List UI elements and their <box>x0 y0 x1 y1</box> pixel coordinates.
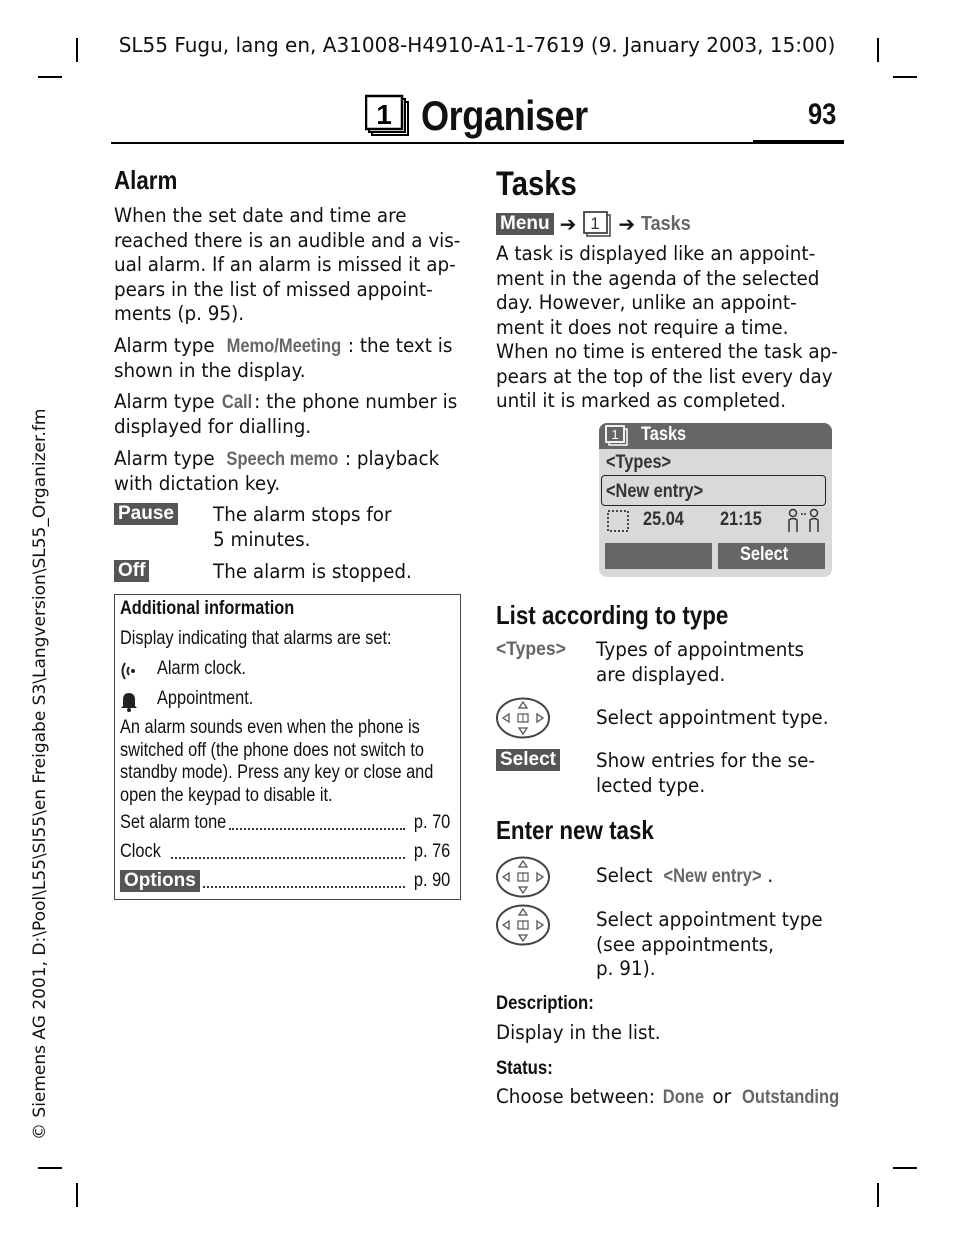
types-description: Types of appointments are displayed. <box>596 638 805 686</box>
off-key-description: The alarm is stopped. <box>213 560 412 583</box>
status-done: Done <box>663 1086 705 1108</box>
navigation-key-icon[interactable] <box>495 697 551 739</box>
page-number: 93 <box>808 98 837 131</box>
select-new-entry-text: Select <New entry> . <box>596 864 774 887</box>
svg-text:1: 1 <box>590 214 601 233</box>
description-text: Display in the list. <box>496 1021 661 1044</box>
tasks-heading: Tasks <box>496 165 577 203</box>
off-key-row <box>114 560 149 582</box>
pause-key-description: The alarm stops for 5 minutes. <box>213 503 392 551</box>
appointment-label: Appointment. <box>157 688 254 709</box>
select-key-description: Show entries for the se- lected type. <box>596 749 816 797</box>
screen-entry-date: 25.04 <box>643 509 684 530</box>
organiser-menu-icon <box>582 210 612 238</box>
tasks-menu-target: Tasks <box>641 212 691 235</box>
navigation-key-icon[interactable] <box>495 856 551 898</box>
bell-icon <box>119 690 139 712</box>
softkey-select[interactable]: Select <box>718 543 825 569</box>
screen-title: Tasks <box>641 424 687 445</box>
menu-breadcrumb <box>496 210 696 238</box>
alarm-clock-icon <box>119 660 137 682</box>
page-title-block <box>365 92 615 140</box>
alarm-type-memo: Alarm type Memo/Meeting : the text is shown in the display. <box>114 334 453 382</box>
organiser-chapter-icon <box>365 94 411 138</box>
pause-key-row <box>114 503 178 525</box>
info-body: An alarm sounds even when the phone is switched off (the phone does not switch to standby mode). Press any key or close and open the keypad to disable it. <box>120 717 434 806</box>
status-heading: Status: <box>496 1057 553 1079</box>
select-softkey[interactable]: Select <box>496 749 560 771</box>
alarm-clock-label: Alarm clock. <box>157 658 246 679</box>
arrow-icon: ➔ <box>618 212 636 236</box>
people-icon <box>784 508 824 534</box>
side-file-path: © Siemens AG 2001, D:\Pool\L55\SI55\en Freigabe S3\Langversion\SL55_Organizer.fm <box>30 408 50 1140</box>
select-appointment-type-text: Select appointment type (see appointments, p. 91). <box>596 908 823 980</box>
navigation-key-icon[interactable] <box>495 904 551 946</box>
speech-memo-term: Speech memo <box>226 448 339 470</box>
select-key-row <box>496 749 560 771</box>
title-rule <box>111 142 754 144</box>
pause-softkey: Pause <box>114 503 178 525</box>
crop-mark <box>38 1167 62 1169</box>
softkey-left[interactable] <box>605 543 712 569</box>
phone-screen <box>599 423 832 577</box>
tasks-intro: A task is displayed like an appoint- ment in the agenda of the selected day. However, unlike an appoint- ment it does not require a time. When no time is entered the task ap- pears at the top of the list every day until it is marked as completed. <box>496 242 838 412</box>
screen-row-types[interactable]: <Types> <box>606 452 672 473</box>
crop-mark <box>76 1183 78 1207</box>
index-row-set-alarm-tone[interactable]: Set alarm tone p. 70 <box>120 812 450 833</box>
status-outstanding: Outstanding <box>742 1086 840 1108</box>
running-head: SL55 Fugu, lang en, A31008-H4910-A1-1-7619 (9. January 2003, 15:00) <box>118 33 836 57</box>
page-number-rule <box>753 140 844 144</box>
crop-mark <box>893 1167 917 1169</box>
alarm-intro: When the set date and time are reached there is an audible and a vis- ual alarm. If an alarm is missed it ap- pears in the list of missed appoint- ments (p. 95). <box>114 204 461 325</box>
memo-meeting-term: Memo/Meeting <box>226 335 342 357</box>
screen-row-new-entry[interactable]: <New entry> <box>606 481 704 502</box>
alarm-heading: Alarm <box>114 165 178 195</box>
screen-title-bar <box>599 423 832 449</box>
svg-text:1: 1 <box>611 427 619 442</box>
task-dotted-box-icon <box>606 509 630 533</box>
alarm-type-call: Alarm type Call: the phone number is displayed for dialling. <box>114 390 458 438</box>
call-term: Call <box>222 391 253 413</box>
arrow-icon: ➔ <box>559 212 577 236</box>
info-box-subtitle: Display indicating that alarms are set: <box>120 628 392 649</box>
svg-text:1: 1 <box>376 99 392 130</box>
crop-mark <box>38 76 62 78</box>
crop-mark <box>877 1183 879 1207</box>
new-task-heading: Enter new task <box>496 815 654 845</box>
off-softkey: Off <box>114 560 149 582</box>
list-type-heading: List according to type <box>496 600 729 630</box>
select-type-description: Select appointment type. <box>596 706 829 729</box>
index-row-options[interactable]: Options p. 90 <box>120 870 450 892</box>
page-title: Organiser <box>421 92 588 139</box>
options-softkey: Options <box>120 870 200 892</box>
status-text: Choose between: Done or Outstanding <box>496 1085 840 1108</box>
crop-mark <box>893 76 917 78</box>
types-label: <Types> <box>496 638 566 660</box>
description-heading: Description: <box>496 992 594 1014</box>
index-row-clock[interactable]: Clock p. 76 <box>120 841 450 862</box>
organiser-screen-icon <box>605 425 629 447</box>
alarm-type-speech: Alarm type Speech memo : playback with dictation key. <box>114 447 440 495</box>
screen-entry-time: 21:15 <box>720 509 762 530</box>
menu-softkey[interactable]: Menu <box>496 213 554 235</box>
new-entry-term: <New entry> <box>663 865 762 887</box>
info-box-title: Additional information <box>120 598 295 619</box>
